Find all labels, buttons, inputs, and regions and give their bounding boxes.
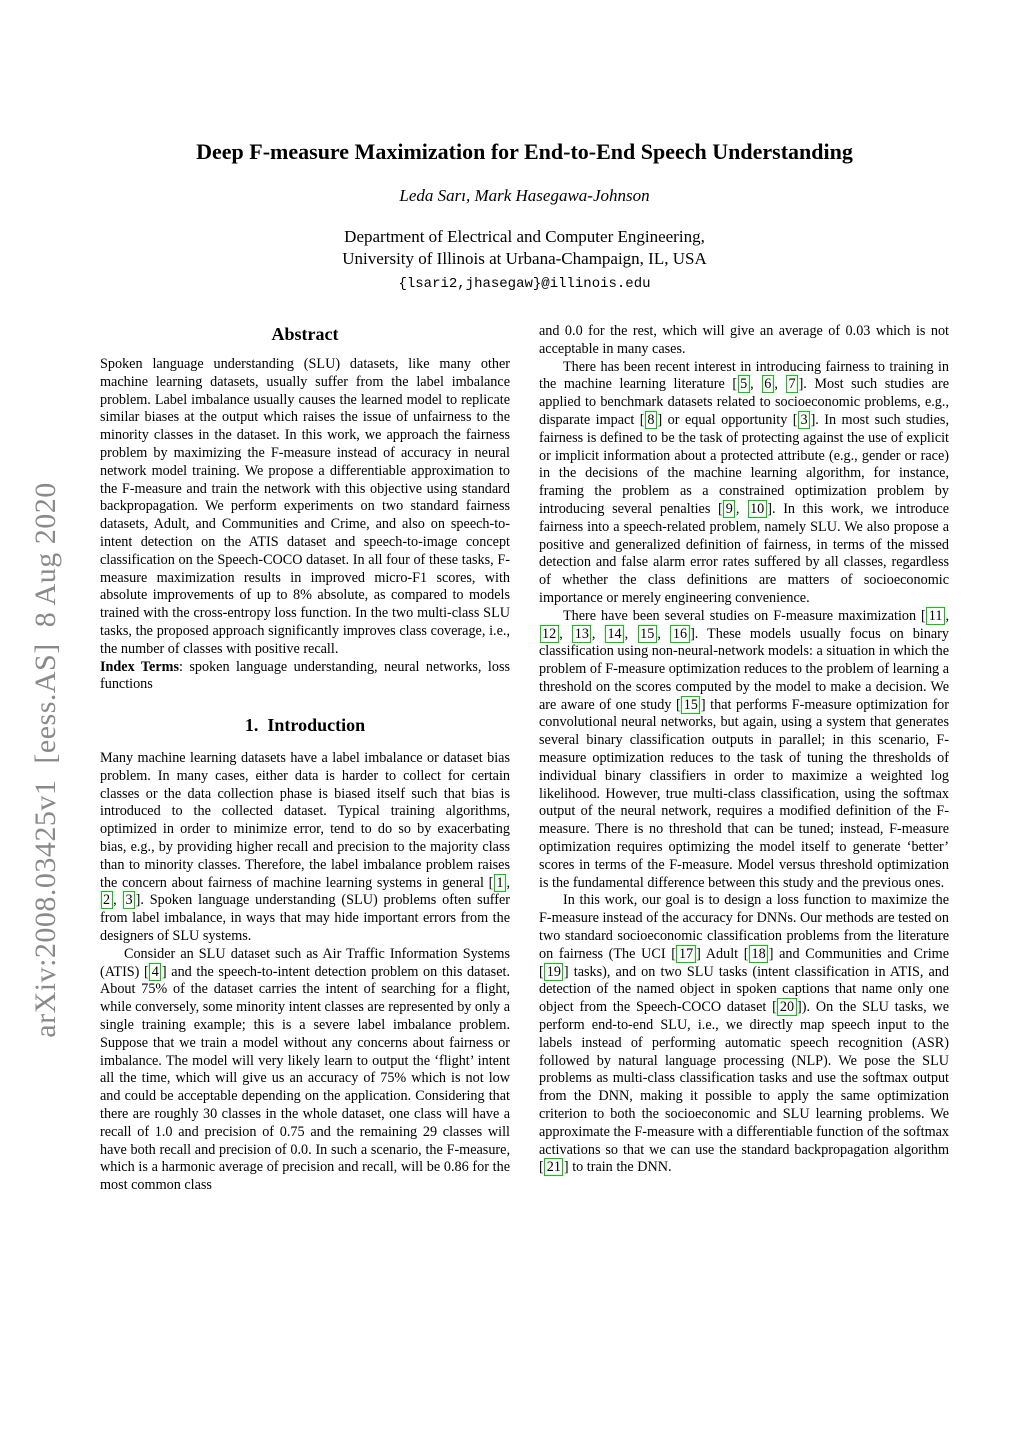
citation-ref[interactable]: 17 <box>676 945 695 963</box>
affiliation-line-2: University of Illinois at Urbana-Champaign, IL, USA <box>342 248 707 268</box>
body-paragraph: There has been recent interest in introducing fairness to training in the machine learning literature [ 5 , 6 , 7 ]. Most such studies are applied to benchmark datasets related to socioeconomic problems, e.g., disparate impact [ 8 ] or equal opportunity [ 3 ]. In most such studies, fairness is defined to be the task of protecting against the use of explicit or implicit information about a protected attribute (e.g., gender or race) in the decisions of the machine learning algorithm, for instance, framing the problem as a constrained optimization problem by introducing several penalties [ 9 , 10 ]. In this work, we introduce fairness into a speech-related problem, namely SLU. We also propose a positive and generalized definition of fairness, in terms of the missed detection and false alarm error rates suffered by all classes, regardless of whether the class definitions are matters of socioeconomic importance or merely engineering convenience. <box>539 358 950 606</box>
citation-ref[interactable]: 16 <box>670 625 689 643</box>
body-paragraph: There have been several studies on F-measure maximization [ 11 , 12 , 13 , 14 , 15 , 16 ]. These models usually focus on binary classification using non-neural-network models: a situation in which the problem of F-measure optimization reduces to the problem of learning a threshold on the scores computed by the model to make a decision. We are aware of one study [ 15 ] that performs F-measure optimization for convolutional neural networks, but again, using a system that generates several binary classification outputs in parallel; in this scenario, F-measure optimization reduces to the task of tuning the thresholds of individual binary classifiers in order to maximize a weighted log likelihood. However, true multi-class classification, using the softmax output of the neural network, requires a modified definition of the F-measure. There is no threshold that can be tuned; instead, F-measure optimization requires optimizing the model itself to generate ‘better’ scores in terms of the F-measure. Model versus threshold optimization is the fundamental difference between this study and the previous ones. <box>539 607 949 891</box>
citation-ref[interactable]: 10 <box>748 500 767 518</box>
abstract-heading: Abstract <box>271 323 339 344</box>
index-terms: Index Terms: spoken language understanding, neural networks, loss functions <box>100 658 511 693</box>
citation-ref[interactable]: 21 <box>544 1158 563 1176</box>
citation-ref[interactable]: 6 <box>762 375 774 393</box>
citation-ref[interactable]: 14 <box>605 625 624 643</box>
citation-ref[interactable]: 20 <box>777 998 796 1016</box>
citation-ref[interactable]: 13 <box>572 625 591 643</box>
affiliation-line-1: Department of Electrical and Computer Engineering, <box>344 226 705 246</box>
citation-ref[interactable]: 4 <box>149 963 161 981</box>
body-paragraph: In this work, our goal is to design a loss function to maximize the F-measure instead of the accuracy for DNNs. Our methods are tested on two standard socioeconomic classification problems from the literature on fairness (The UCI [ 17 ] Adult [ 18 ] and Communities and Crime [ 19 ] tasks), and on two SLU tasks (intent classification in ATIS, and detection of the named object in spoken captions that name only one object from the Speech-COCO dataset [ 20 ]). On the SLU tasks, we perform end-to-end SLU, i.e., we directly map speech input to the labels instead of performing automatic speech recognition (ASR) followed by natural language processing (NLP). We pose the SLU problems as multi-class classification tasks and use the softmax output from the DNN, making it possible to apply the same optimization criterion to both the socioeconomic and SLU learning problems. We approximate the F-measure with a differentiable function of the softmax activations so that we can use the standard backpropagation algorithm [ 21 ] to train the DNN. <box>539 892 950 1176</box>
authors-line: Leda Sarı, Mark Hasegawa-Johnson <box>399 185 650 205</box>
citation-ref[interactable]: 9 <box>723 500 735 518</box>
introduction-paragraph: Consider an SLU dataset such as Air Traffic Information Systems (ATIS) [ 4 ] and the speech-to-intent detection problem on this dataset. About 75% of the dataset carries the intent of searching for a flight, while conversely, some minority intent classes are represented by only a single training example; this is a severe label imbalance problem. Suppose that we train a model without any concerns about fairness or imbalance. The model will very likely learn to output the ‘flight’ intent all the time, which will give us an accuracy of 75% which is not low and could be acceptable depending on the application. Considering that there are roughly 30 classes in the whole dataset, one class will have a recall of 1.0 and precision of 0.75 and the remaining 29 classes will have both recall and precision of 0.0. In such a scenario, the F-measure, which is a harmonic average of precision and recall, will be 0.86 for the most common class <box>100 945 510 1194</box>
left-column <box>100 323 510 1195</box>
citation-ref[interactable]: 1 <box>494 874 506 892</box>
section-heading-introduction: 1. Introduction <box>244 715 366 736</box>
citation-ref[interactable]: 5 <box>738 375 750 393</box>
citation-ref[interactable]: 3 <box>123 891 135 909</box>
arxiv-watermark: arXiv:2008.03425v1 [eess.AS] 8 Aug 2020 <box>29 482 62 1038</box>
citation-ref[interactable]: 2 <box>101 891 113 909</box>
two-column-body <box>0 323 1024 1195</box>
body-paragraph: and 0.0 for the rest, which will give an average of 0.03 which is not acceptable in many cases. <box>539 322 949 357</box>
email-address: {lsari2,jhasegaw}@illinois.edu <box>398 275 651 292</box>
index-terms-label: Index Terms <box>100 658 179 675</box>
citation-ref[interactable]: 19 <box>544 963 563 981</box>
paper-title: Deep F-measure Maximization for End-to-End Speech Understanding <box>196 139 853 164</box>
abstract-body: Spoken language understanding (SLU) datasets, like many other machine learning datasets, usually suffer from the label imbalance problem. Label imbalance usually causes the learned model to replicate similar biases at the output which raises the issue of unfairness to the minority classes in the dataset. In this work, we approach the fairness problem by maximizing the F-measure instead of accuracy in neural network model training. We propose a differentiable approximation to the F-measure and train the network with this objective using standard backpropagation. We perform experiments on two standard fairness datasets, Adult, and Communities and Crime, and also on speech-to-intent detection on the ATIS dataset and speech-to-image concept classification on the Speech-COCO dataset. In all four of these tasks, F-measure maximization results in improved micro-F1 scores, with absolute improvements of up to 8% absolute, as compared to models trained with the cross-entropy loss function. In the two multi-class SLU tasks, the proposed approach significantly improves class coverage, i.e., the number of classes with positive recall. <box>100 355 510 657</box>
citation-ref[interactable]: 12 <box>540 625 559 643</box>
citation-ref[interactable]: 3 <box>798 411 810 429</box>
citation-ref[interactable]: 15 <box>638 625 657 643</box>
introduction-paragraph: Many machine learning datasets have a label imbalance or dataset bias problem. In many cases, either data is harder to collect for certain classes or the data collection phase is biased itself such that bias is introduced to the collected dataset. Typical training algorithms, optimized in order to minimize error, tend to do so by exacerbating bias, e.g., by providing higher recall and precision to the majority class than to minority classes. Therefore, the label imbalance problem raises the concern about fairness of machine learning systems in general [ 1 , 2 , 3 ]. Spoken language understanding (SLU) problems often suffer from label imbalance, in ways that may hide important errors from the designers of SLU systems. <box>100 750 510 945</box>
citation-ref[interactable]: 15 <box>681 696 700 714</box>
affiliation-block <box>100 226 949 270</box>
citation-ref[interactable]: 7 <box>786 375 798 393</box>
right-column <box>539 323 949 1195</box>
citation-ref[interactable]: 8 <box>645 411 657 429</box>
citation-ref[interactable]: 18 <box>749 945 768 963</box>
paper-header <box>0 0 1024 292</box>
citation-ref[interactable]: 11 <box>926 607 945 625</box>
